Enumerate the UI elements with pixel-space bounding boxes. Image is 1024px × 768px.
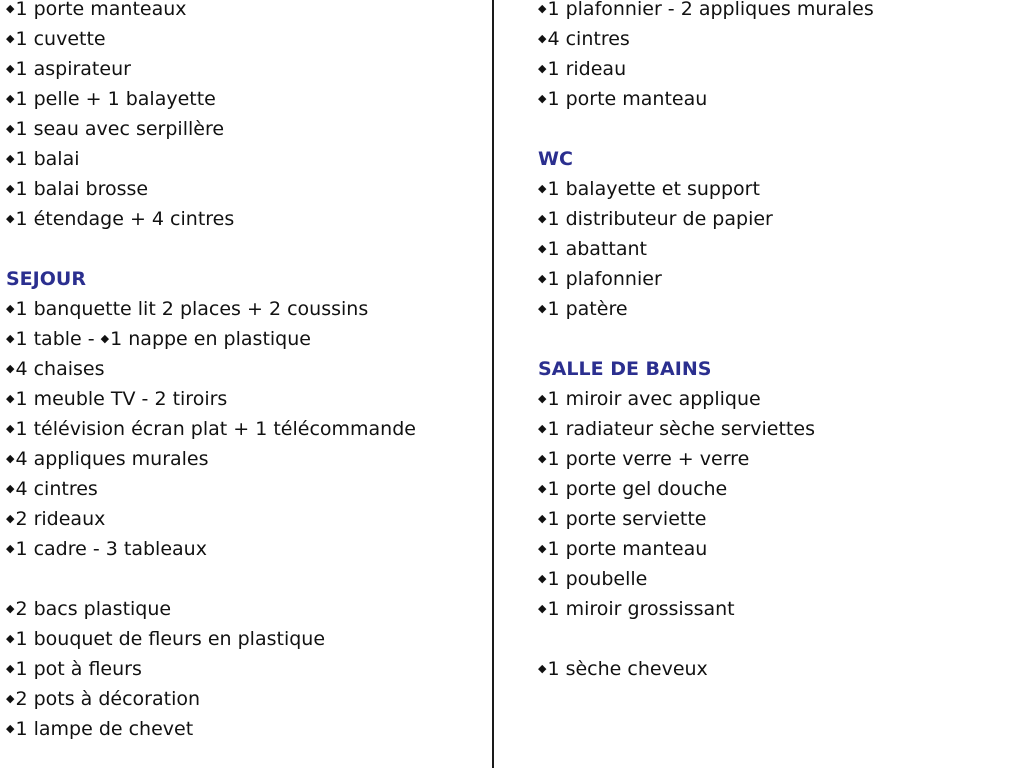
inventory-item xyxy=(538,24,1018,54)
inventory-item xyxy=(538,444,1018,474)
item-text: 1 porte manteau xyxy=(547,538,708,560)
diamond-bullet-icon: ◆ xyxy=(538,662,547,675)
diamond-bullet-icon: ◆ xyxy=(6,452,15,465)
diamond-bullet-icon: ◆ xyxy=(538,512,547,525)
item-text: 2 bacs plastique xyxy=(15,598,172,620)
item-text: 1 pot à fleurs xyxy=(15,658,142,680)
diamond-bullet-icon: ◆ xyxy=(6,32,15,45)
item-text: 1 cuvette xyxy=(15,28,106,50)
inventory-item xyxy=(538,264,1018,294)
inventory-item xyxy=(538,84,1018,114)
diamond-bullet-icon: ◆ xyxy=(100,332,110,345)
inventory-item xyxy=(538,474,1018,504)
item-text: 1 bouquet de fleurs en plastique xyxy=(15,628,326,650)
inventory-item xyxy=(538,654,1018,684)
item-text: 1 plafonnier xyxy=(547,268,662,290)
section-heading: SEJOUR xyxy=(6,268,86,290)
diamond-bullet-icon: ◆ xyxy=(6,212,15,225)
inventory-item xyxy=(538,534,1018,564)
inventory-item xyxy=(6,384,486,414)
item-text: 1 sèche cheveux xyxy=(547,658,708,680)
item-text: 1 aspirateur xyxy=(15,58,131,80)
diamond-bullet-icon: ◆ xyxy=(6,722,15,735)
diamond-bullet-icon: ◆ xyxy=(6,332,15,345)
item-text: 1 balai brosse xyxy=(15,178,149,200)
diamond-bullet-icon: ◆ xyxy=(538,272,547,285)
inventory-item xyxy=(538,234,1018,264)
inventory-item xyxy=(538,294,1018,324)
item-text: 2 pots à décoration xyxy=(15,688,201,710)
section-heading: WC xyxy=(538,148,573,170)
inventory-item xyxy=(6,174,486,204)
item-text: 4 chaises xyxy=(15,358,105,380)
spacer xyxy=(6,234,486,264)
diamond-bullet-icon: ◆ xyxy=(6,302,15,315)
diamond-bullet-icon: ◆ xyxy=(6,542,15,555)
spacer xyxy=(6,564,486,594)
diamond-bullet-icon: ◆ xyxy=(538,542,547,555)
diamond-bullet-icon: ◆ xyxy=(6,602,15,615)
item-text: 1 plafonnier - 2 appliques murales xyxy=(547,0,874,20)
inventory-item xyxy=(6,84,486,114)
diamond-bullet-icon: ◆ xyxy=(6,182,15,195)
item-text: 1 porte gel douche xyxy=(547,478,728,500)
diamond-bullet-icon: ◆ xyxy=(6,122,15,135)
diamond-bullet-icon: ◆ xyxy=(6,62,15,75)
item-text: 1 banquette lit 2 places + 2 coussins xyxy=(15,298,369,320)
item-text: 1 balayette et support xyxy=(547,178,760,200)
right-column xyxy=(538,0,1018,684)
diamond-bullet-icon: ◆ xyxy=(6,632,15,645)
item-text: 1 radiateur sèche serviettes xyxy=(547,418,815,440)
item-text: 1 cadre - 3 tableaux xyxy=(15,538,207,560)
item-text: 1 porte verre + verre xyxy=(547,448,750,470)
diamond-bullet-icon: ◆ xyxy=(6,692,15,705)
section-heading: SALLE DE BAINS xyxy=(538,358,712,380)
item-text: 4 appliques murales xyxy=(15,448,209,470)
inventory-item xyxy=(6,684,486,714)
diamond-bullet-icon: ◆ xyxy=(538,572,547,585)
inventory-item xyxy=(6,624,486,654)
inventory-item xyxy=(6,714,486,744)
inventory-item xyxy=(6,414,486,444)
diamond-bullet-icon: ◆ xyxy=(6,392,15,405)
item-text: 1 pelle + 1 balayette xyxy=(15,88,216,110)
diamond-bullet-icon: ◆ xyxy=(538,422,547,435)
inventory-item xyxy=(6,0,486,24)
item-text: 1 distributeur de papier xyxy=(547,208,773,230)
diamond-bullet-icon: ◆ xyxy=(538,302,547,315)
item-text: 1 abattant xyxy=(547,238,647,260)
item-text: 2 rideaux xyxy=(15,508,106,530)
diamond-bullet-icon: ◆ xyxy=(6,512,15,525)
inventory-item xyxy=(6,474,486,504)
item-text: 1 balai xyxy=(15,148,80,170)
item-text: 1 meuble TV - 2 tiroirs xyxy=(15,388,228,410)
inventory-item xyxy=(538,594,1018,624)
item-text: 1 lampe de chevet xyxy=(15,718,194,740)
inventory-item xyxy=(538,204,1018,234)
inventory-item xyxy=(6,594,486,624)
item-text-secondary: 1 nappe en plastique xyxy=(110,328,311,350)
item-text: 1 télévision écran plat + 1 télécommande xyxy=(15,418,416,440)
diamond-bullet-icon: ◆ xyxy=(538,242,547,255)
spacer xyxy=(538,624,1018,654)
item-text: 1 seau avec serpillère xyxy=(15,118,225,140)
inventory-item xyxy=(538,174,1018,204)
item-text: 1 table - xyxy=(15,328,101,350)
inventory-item xyxy=(6,444,486,474)
diamond-bullet-icon: ◆ xyxy=(6,422,15,435)
inventory-item xyxy=(6,144,486,174)
spacer xyxy=(538,114,1018,144)
item-text: 1 miroir avec applique xyxy=(547,388,761,410)
diamond-bullet-icon: ◆ xyxy=(538,2,547,15)
inventory-item xyxy=(6,504,486,534)
column-divider xyxy=(492,0,494,768)
diamond-bullet-icon: ◆ xyxy=(6,152,15,165)
diamond-bullet-icon: ◆ xyxy=(538,602,547,615)
item-text: 1 rideau xyxy=(547,58,627,80)
inventory-item xyxy=(6,114,486,144)
inventory-item xyxy=(6,354,486,384)
inventory-item xyxy=(6,534,486,564)
inventory-item xyxy=(538,384,1018,414)
item-text: 1 porte serviette xyxy=(547,508,707,530)
item-text: 4 cintres xyxy=(547,28,630,50)
item-text: 1 étendage + 4 cintres xyxy=(15,208,235,230)
inventory-item xyxy=(538,564,1018,594)
inventory-item xyxy=(6,204,486,234)
inventory-item xyxy=(6,654,486,684)
inventory-item xyxy=(538,0,1018,24)
diamond-bullet-icon: ◆ xyxy=(538,392,547,405)
item-text: 1 porte manteaux xyxy=(15,0,187,20)
diamond-bullet-icon: ◆ xyxy=(6,362,15,375)
item-text: 4 cintres xyxy=(15,478,98,500)
inventory-item xyxy=(6,324,486,354)
inventory-item xyxy=(538,414,1018,444)
inventory-item xyxy=(6,294,486,324)
diamond-bullet-icon: ◆ xyxy=(538,32,547,45)
inventory-item xyxy=(538,504,1018,534)
item-text: 1 porte manteau xyxy=(547,88,708,110)
diamond-bullet-icon: ◆ xyxy=(6,92,15,105)
inventory-item xyxy=(538,54,1018,84)
diamond-bullet-icon: ◆ xyxy=(6,2,15,15)
diamond-bullet-icon: ◆ xyxy=(538,482,547,495)
diamond-bullet-icon: ◆ xyxy=(538,92,547,105)
spacer xyxy=(538,324,1018,354)
item-text: 1 miroir grossissant xyxy=(547,598,735,620)
item-text: 1 poubelle xyxy=(547,568,648,590)
diamond-bullet-icon: ◆ xyxy=(538,182,547,195)
inventory-item xyxy=(6,24,486,54)
left-column xyxy=(6,0,486,744)
diamond-bullet-icon: ◆ xyxy=(538,62,547,75)
diamond-bullet-icon: ◆ xyxy=(6,662,15,675)
inventory-item xyxy=(6,54,486,84)
item-text: 1 patère xyxy=(547,298,628,320)
diamond-bullet-icon: ◆ xyxy=(538,212,547,225)
diamond-bullet-icon: ◆ xyxy=(538,452,547,465)
diamond-bullet-icon: ◆ xyxy=(6,482,15,495)
